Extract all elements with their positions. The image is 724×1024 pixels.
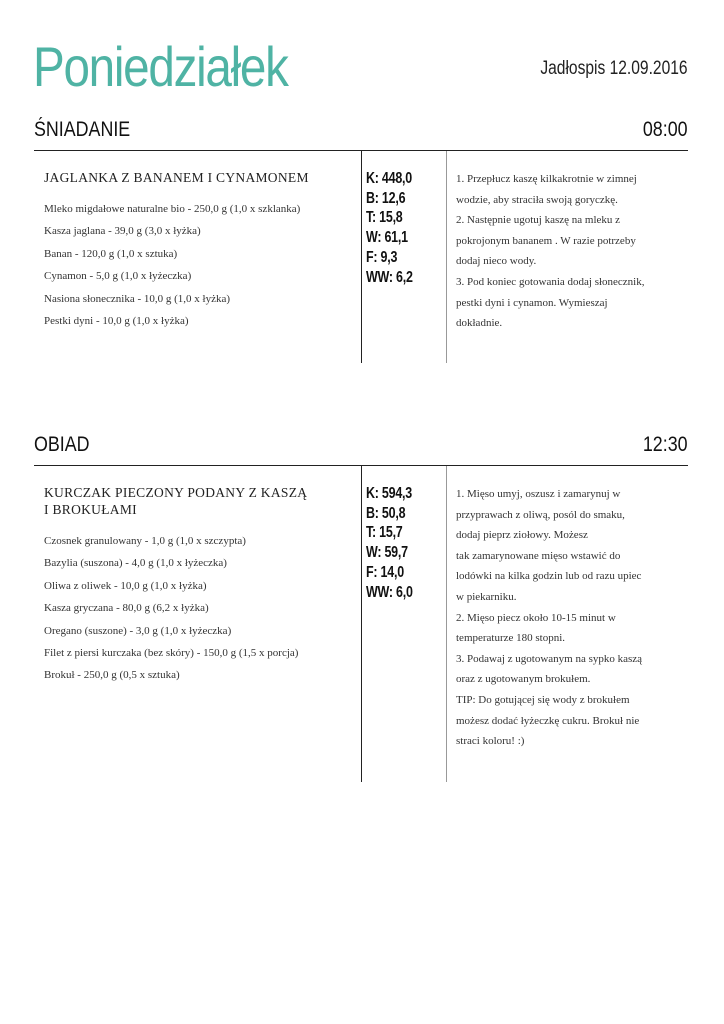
- ingredient-item: Banan - 120,0 g (1,0 x sztuka): [44, 247, 178, 260]
- plan-date: Jadłospis 12.09.2016: [540, 58, 688, 79]
- meal-body: [34, 151, 688, 363]
- step-line: w piekarniku.: [456, 590, 517, 603]
- ingredient-item: Czosnek granulowany - 1,0 g (1,0 x szczypta): [44, 535, 246, 547]
- dish-title: KURCZAK PIECZONY PODANY Z KASZĄ I BROKUŁAMI: [44, 485, 308, 517]
- ingredient-item: Cynamon - 5,0 g (1,0 x łyżeczka): [44, 270, 192, 283]
- column-divider: [361, 466, 362, 782]
- meal-time: 08:00: [643, 118, 688, 141]
- meal-section-breakfast: [34, 118, 688, 363]
- ingredient-item: Bazylia (suszona) - 4,0 g (1,0 x łyżeczka): [44, 557, 227, 570]
- nutrition-ww: WW: 6,0: [366, 583, 413, 601]
- step-line: możesz dodać łyżeczkę cukru. Brokuł nie: [456, 714, 640, 727]
- column-divider: [361, 151, 362, 363]
- nutrition-column: [366, 169, 446, 287]
- ingredient-item: Kasza jaglana - 39,0 g (3,0 x łyżka): [44, 225, 201, 238]
- meal-name: ŚNIADANIE: [34, 118, 131, 141]
- ingredient-item: Filet z piersi kurczaka (bez skóry) - 150,0 g (1,5 x porcja): [44, 647, 299, 660]
- step-line: straci koloru! :): [456, 735, 525, 748]
- step-line: tak zamarynowane mięso wstawić do: [456, 549, 621, 562]
- step-line: wodzie, aby straciła swoją goryczkę.: [456, 193, 618, 206]
- step-line: pokrojonym bananem . W razie potrzeby: [456, 234, 636, 247]
- step-line: pestki dyni i cynamon. Wymieszaj: [456, 296, 608, 309]
- step-line: przyprawach z oliwą, posól do smaku,: [456, 508, 625, 521]
- step-line: dokładnie.: [456, 317, 503, 330]
- step-line: dodaj pieprz ziołowy. Możesz: [456, 529, 588, 542]
- nutrition-fiber: F: 9,3: [366, 248, 398, 266]
- meal-header: [34, 433, 688, 466]
- column-divider: [446, 466, 447, 782]
- meal-name: OBIAD: [34, 433, 90, 456]
- meal-body: [34, 466, 688, 782]
- ingredient-item: Nasiona słonecznika - 10,0 g (1,0 x łyżka): [44, 292, 231, 305]
- column-divider: [446, 151, 447, 363]
- ingredient-item: Brokuł - 250,0 g (0,5 x sztuka): [44, 669, 180, 682]
- nutrition-carbs: W: 61,1: [366, 229, 408, 247]
- nutrition-protein: B: 12,6: [366, 189, 406, 207]
- nutrition-fat: T: 15,7: [366, 524, 403, 542]
- nutrition-protein: B: 50,8: [366, 504, 406, 522]
- step-line: oraz z ugotowanym brokułem.: [456, 673, 591, 686]
- step-line: dodaj nieco wody.: [456, 255, 537, 268]
- nutrition-ww: WW: 6,2: [366, 268, 413, 286]
- dish-column: [44, 169, 354, 332]
- ingredient-item: Kasza gryczana - 80,0 g (6,2 x łyżka): [44, 602, 209, 615]
- ingredient-item: Mleko migdałowe naturalne bio - 250,0 g (1,0 x szklanka): [44, 203, 301, 215]
- step-line: 1. Mięso umyj, oszusz i zamarynuj w: [456, 488, 621, 500]
- ingredient-item: Oliwa z oliwek - 10,0 g (1,0 x łyżka): [44, 579, 207, 592]
- day-title: Poniedziałek: [33, 35, 288, 98]
- nutrition-fat: T: 15,8: [366, 209, 403, 227]
- meal-section-lunch: [34, 433, 688, 782]
- meal-time: 12:30: [643, 433, 688, 456]
- dish-column: [44, 484, 354, 687]
- step-line: lodówki na kilka godzin lub od razu upiec: [456, 570, 642, 583]
- dish-title: JAGLANKA Z BANANEM I CYNAMONEM: [44, 170, 309, 185]
- step-line: 3. Pod koniec gotowania dodaj słonecznik,: [456, 275, 645, 288]
- step-line: 3. Podawaj z ugotowanym na sypko kaszą: [456, 652, 643, 665]
- nutrition-fiber: F: 14,0: [366, 563, 404, 581]
- nutrition-carbs: W: 59,7: [366, 544, 408, 562]
- ingredient-item: Pestki dyni - 10,0 g (1,0 x łyżka): [44, 315, 189, 328]
- ingredient-item: Oregano (suszone) - 3,0 g (1,0 x łyżeczka): [44, 624, 232, 637]
- meal-header: [34, 118, 688, 151]
- steps-column: [456, 169, 684, 334]
- step-line: temperaturze 180 stopni.: [456, 632, 566, 645]
- step-line: 1. Przepłucz kaszę kilkakrotnie w zimnej: [456, 173, 637, 185]
- step-line: 2. Następnie ugotuj kaszę na mleku z: [456, 214, 621, 227]
- step-line: TIP: Do gotującej się wody z brokułem: [456, 693, 630, 706]
- nutrition-kcal: K: 594,3: [366, 485, 412, 502]
- steps-column: [456, 484, 684, 752]
- nutrition-column: [366, 484, 446, 602]
- step-line: 2. Mięso piecz około 10-15 minut w: [456, 611, 616, 624]
- nutrition-kcal: K: 448,0: [366, 170, 412, 187]
